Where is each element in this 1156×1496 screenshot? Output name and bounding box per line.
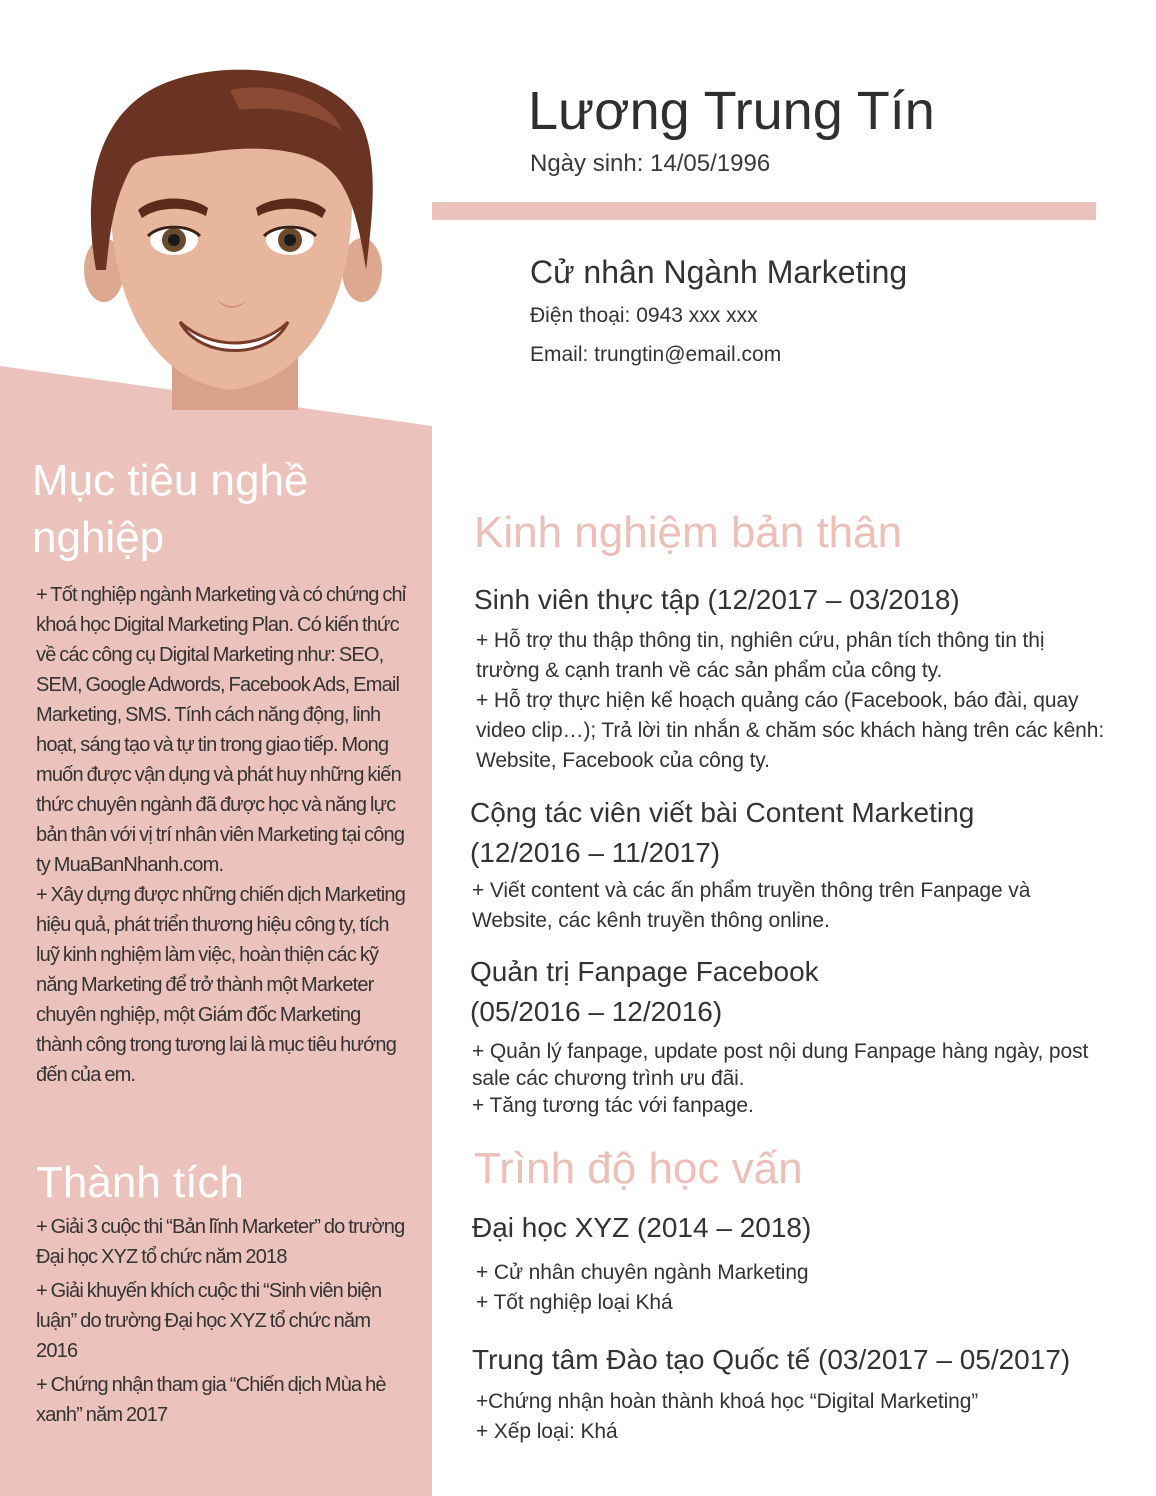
candidate-name: Lương Trung Tín [528,81,935,141]
job-description [472,876,1102,936]
degree-title: Cử nhân Ngành Marketing [530,254,908,290]
job-detail: + Viết content và các ấn phẩm truyền thông trên Fanpage và Website, các kênh truyền thông online. [472,879,1031,932]
date-of-birth: Ngày sinh: 14/05/1996 [530,150,771,177]
phone-number: Điện thoại: 0943 xxx xxx [530,304,758,327]
job-detail: + Tăng tương tác với fanpage. [472,1094,754,1117]
job-detail: + Quản lý fanpage, update post nội dung Fanpage hàng ngày, post sale các chương trình ưu đãi. [472,1040,1089,1090]
job-title: Cộng tác viên viết bài Content Marketing (12/2016 – 11/2017) [470,797,975,868]
achievement-item: + Giải khuyến khích cuộc thi “Sinh viên biện luận” do trường Đại học XYZ tổ chức năm 2016 [36,1280,382,1362]
job-description [472,1038,1112,1119]
job-detail: + Hỗ trợ thu thập thông tin, nghiên cứu, phân tích thông tin thị trường & cạnh tranh về các sản phẩm của công ty. [476,629,1045,682]
school-detail: + Cử nhân chuyên ngành Marketing [476,1261,809,1284]
achievements-heading: Thành tích [36,1158,244,1207]
objective-paragraph: + Tốt nghiệp ngành Marketing và có chứng chỉ khoá học Digital Marketing Plan. Có kiến thức về các công cụ Digital Marketing như: SEO, SEM, Google Adwords, Facebook Ads, Email Marketing, SMS. Tính cách năng động, linh hoạt, sáng tạo và tự tin trong giao tiếp. Mong muốn được vận dụng và phát huy những kiến thức chuyên ngành đã được học và năng lực bản thân với vị trí nhân viên Marketing tại công ty MuaBanNhanh.com. [36,584,406,876]
achievements-list [36,1212,406,1434]
achievement-item: + Chứng nhận tham gia “Chiến dịch Mùa hè xanh” năm 2017 [36,1374,386,1426]
school-details [476,1258,1106,1318]
objective-paragraph: + Xây dựng được những chiến dịch Marketing hiệu quả, phát triển thương hiệu công ty, tích luỹ kinh nghiệm làm việc, hoàn thiện các kỹ năng Marketing để trở thành một Marketer chuyên nghiệp, một Giám đốc Marketing thành công trong tương lai là mục tiêu hướng đến của em. [36,884,406,1086]
avatar-face [110,143,352,391]
experience-heading: Kinh nghiệm bản thân [474,508,903,557]
school-title: Đại học XYZ (2014 – 2018) [472,1212,812,1243]
objective-text [36,580,406,1090]
school-title: Trung tâm Đào tạo Quốc tế (03/2017 – 05/2017) [472,1344,1071,1375]
header-divider [432,202,1096,220]
school-detail: + Xếp loại: Khá [476,1420,618,1443]
job-title: Quản trị Fanpage Facebook (05/2016 – 12/2016) [470,956,819,1027]
job-title: Sinh viên thực tập (12/2017 – 03/2018) [474,584,960,615]
objective-heading: Mục tiêu nghề nghiệp [32,456,309,562]
job-description [476,626,1106,776]
job-detail: + Hỗ trợ thực hiện kế hoạch quảng cáo (Facebook, báo đài, quay video clip…); Trả lời tin nhắn & chăm sóc khách hàng trên các kênh: Website, Facebook của công ty. [476,689,1105,772]
email-address: Email: trungtin@email.com [530,343,782,366]
school-detail: + Tốt nghiệp loại Khá [476,1291,673,1314]
school-details [476,1387,1116,1447]
education-heading: Trình độ học vấn [474,1144,803,1193]
achievement-item: + Giải 3 cuộc thi “Bản lĩnh Marketer” do trường Đại học XYZ tổ chức năm 2018 [36,1216,405,1268]
school-detail: +Chứng nhận hoàn thành khoá học “Digital Marketing” [476,1390,979,1413]
man-avatar-icon [60,60,400,410]
